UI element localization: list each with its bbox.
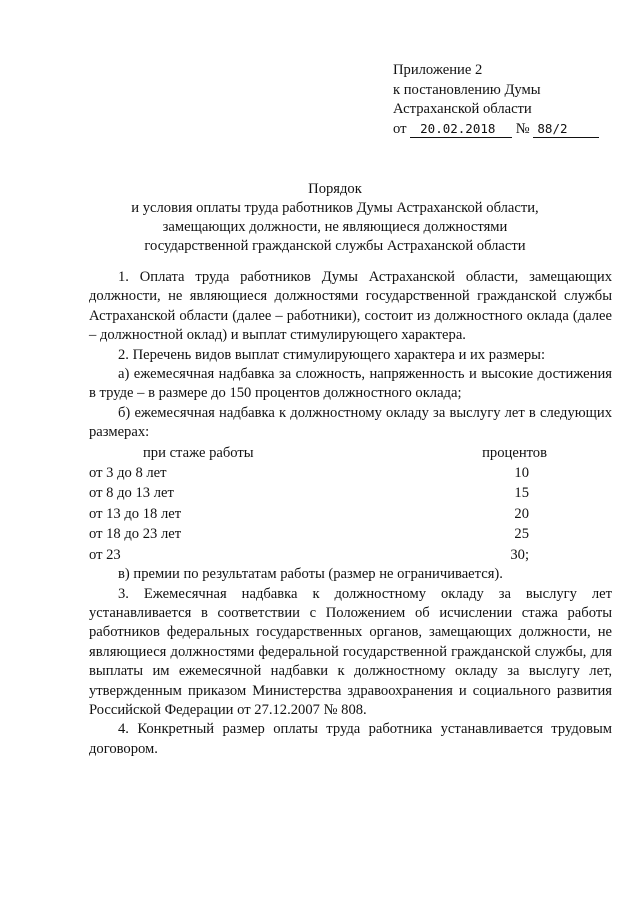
table-row [89, 524, 612, 544]
table-cell-range: от 3 до 8 лет [89, 465, 167, 482]
attachment-number: 88/2 [533, 121, 599, 138]
table-cell-percent: 25 [514, 526, 529, 543]
paragraph-4: 4. Конкретный размер оплаты труда работника устанавливается трудовым договором. [89, 721, 612, 757]
attachment-date-row [393, 120, 623, 140]
table-cell-percent: 15 [514, 485, 529, 502]
table-cell-range: от 13 до 18 лет [89, 505, 182, 522]
document-title [60, 180, 610, 256]
table-cell-percent: 20 [514, 505, 529, 522]
paragraph-3: 3. Ежемесячная надбавка к должностному окладу за выслугу лет устанавливается в соответствии с Положением об исчислении стажа работы работников федеральных государственных органов, замещающих должности, не являющиеся должностями федеральной государственной гражданской службы, для выплаты им ежемесячной надбавки к должностному окладу за выслугу лет, утвержденным приказом Министерства здравоохранения и социального развития Российской Федерации от 27.12.2007 № 808. [89, 585, 612, 718]
table-row [89, 483, 612, 503]
table-header-left: при стаже работы [143, 444, 254, 461]
table-cell-percent: 30; [510, 546, 529, 563]
seniority-table [89, 443, 612, 565]
table-cell-range: от 23 [89, 546, 121, 563]
table-header-right: процентов [482, 444, 547, 461]
paragraph-1: 1. Оплата труда работников Думы Астраханской области, замещающих должности, не являющиеся должностями государственной гражданской службы Астраханской области (далее – работники), состоит из должностного оклада (далее – должностной оклад) и выплат стимулирующего характера. [89, 269, 612, 344]
number-prefix: № [515, 120, 530, 137]
table-cell-range: от 8 до 13 лет [89, 485, 174, 502]
paragraph-2a: а) ежемесячная надбавка за сложность, напряженность и высокие достижения в труде – в размере до 150 процентов должностного оклада; [89, 366, 612, 402]
table-cell-range: от 18 до 23 лет [89, 526, 182, 543]
table-row [89, 463, 612, 483]
table-row [89, 545, 612, 565]
title-line-3: замещающих должности, не являющиеся должностями [162, 219, 508, 235]
date-prefix: от [393, 120, 407, 137]
attachment-line-2: к постановлению Думы [393, 81, 541, 98]
paragraph-2: 2. Перечень видов выплат стимулирующего характера и их размеры: [118, 346, 546, 363]
paragraph-2b: б) ежемесячная надбавка к должностному окладу за выслугу лет в следующих размерах: [89, 404, 612, 441]
title-line-1: Порядок [308, 181, 362, 197]
title-line-2: и условия оплаты труда работников Думы Астраханской области, [131, 200, 539, 216]
attachment-block [393, 61, 623, 139]
table-row [89, 504, 612, 524]
table-header-row [89, 443, 612, 463]
attachment-line-1: Приложение 2 [393, 62, 483, 78]
attachment-line-3: Астраханской области [393, 101, 532, 117]
title-line-4: государственной гражданской службы Астраханской области [144, 238, 526, 254]
table-cell-percent: 10 [514, 465, 529, 482]
paragraph-2c: в) премии по результатам работы (размер не ограничивается). [118, 566, 503, 583]
document-body [89, 268, 612, 759]
attachment-date: 20.02.2018 [410, 121, 512, 138]
